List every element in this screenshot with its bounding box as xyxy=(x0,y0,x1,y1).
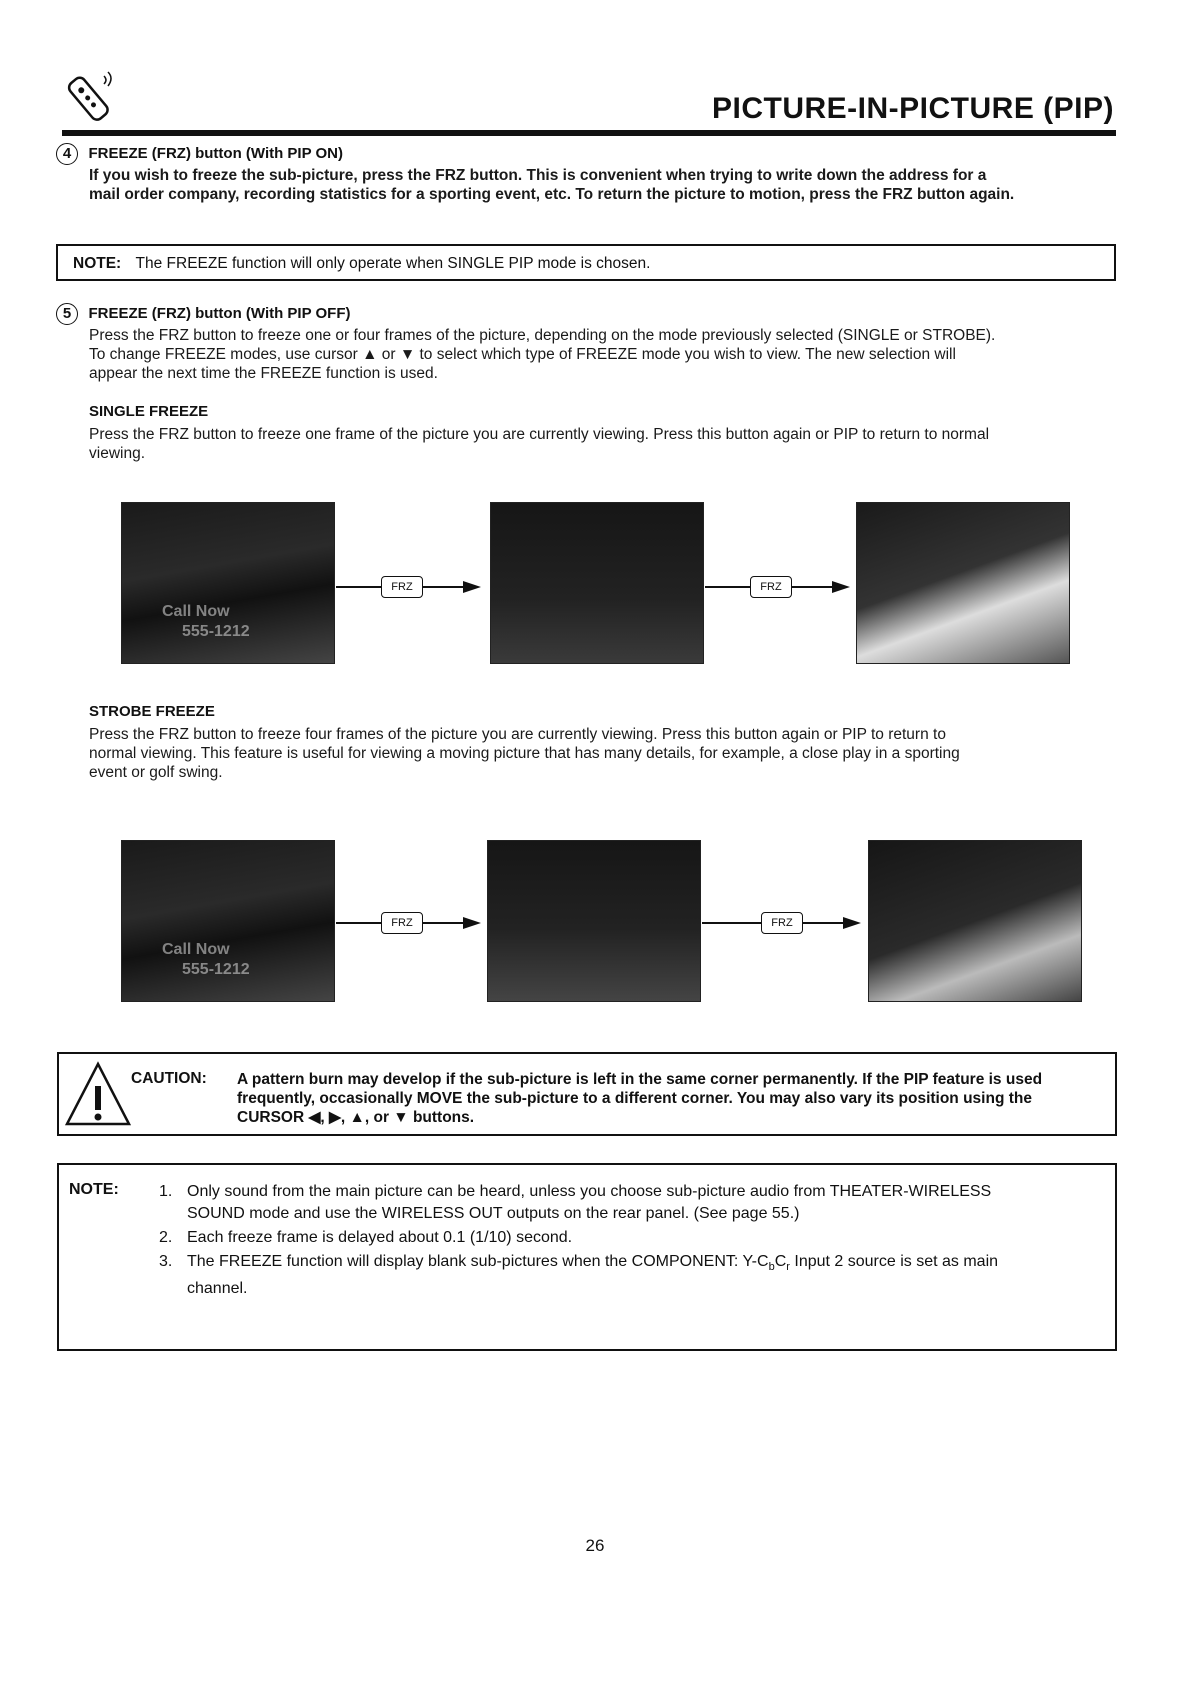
strobe-line1: Press the FRZ button to freeze four frames of the picture you are currently viewing. Press this button again or PIP to return to xyxy=(89,726,946,743)
single-line2: viewing. xyxy=(89,445,145,462)
strobe-frz-button-1: FRZ xyxy=(381,912,423,934)
section5-heading-row xyxy=(56,303,351,325)
single-screen-3-image xyxy=(857,503,1069,663)
note2-list xyxy=(159,1181,1109,1300)
note2-item-1-num: 1. xyxy=(159,1183,173,1200)
strobe-line3: event or golf swing. xyxy=(89,764,223,781)
note2-item-3-line2: channel. xyxy=(187,1280,248,1298)
caution-line2: frequently, occasionally MOVE the sub-picture to a different corner. You may also vary its position using the xyxy=(237,1090,1032,1107)
section4-heading-row xyxy=(56,143,343,165)
warning-triangle-icon xyxy=(63,1060,133,1135)
note2-item-1-line2: SOUND mode and use the WIRELESS OUT outputs on the rear panel. (See page 55.) xyxy=(187,1205,800,1222)
section4-line2: mail order company, recording statistics for a sporting event, etc. To return the picture to motion, press the FRZ button again. xyxy=(89,186,1015,203)
single-screen-1-text2: 555-1212 xyxy=(182,623,250,640)
strobe-frz-button-2: FRZ xyxy=(761,912,803,934)
note2-item-3-mid-c: C xyxy=(774,1253,787,1270)
caution-line3: CURSOR ◀, ▶, ▲, or ▼ buttons. xyxy=(237,1109,475,1126)
section4-line1: If you wish to freeze the sub-picture, press the FRZ button. This is convenient when trying to write down the address for a xyxy=(89,167,987,184)
section5-line3: appear the next time the FREEZE function is used. xyxy=(89,365,438,382)
note2-item-3-line1 xyxy=(187,1251,1109,1278)
single-screen-1-text1: Call Now xyxy=(162,603,230,620)
strobe-arrow-1a xyxy=(336,922,382,924)
strobe-screen-2-image xyxy=(488,841,700,1001)
note2-item-3 xyxy=(159,1251,1109,1300)
note2-item-3-num: 3. xyxy=(159,1253,173,1270)
strobe-arrow-2a xyxy=(702,922,762,924)
single-line1: Press the FRZ button to freeze one frame of the picture you are currently viewing. Press this button again or PIP to return to normal xyxy=(89,426,990,443)
caution-label: CAUTION: xyxy=(131,1070,207,1087)
note2-label: NOTE: xyxy=(69,1181,119,1198)
strobe-screen-1 xyxy=(121,840,335,1002)
strobe-arrowhead-2 xyxy=(843,917,861,929)
single-arrowhead-2 xyxy=(832,581,850,593)
strobe-screen-3-image xyxy=(869,841,1081,1001)
strobe-screen-3 xyxy=(868,840,1082,1002)
section4-heading: FREEZE (FRZ) button (With PIP ON) xyxy=(88,145,343,162)
single-screen-2 xyxy=(490,502,704,664)
strobe-freeze-heading: STROBE FREEZE xyxy=(89,703,215,720)
single-freeze-heading: SINGLE FREEZE xyxy=(89,403,209,420)
strobe-line2: normal viewing. This feature is useful for viewing a moving picture that has many details, for example, a close play in a sporting xyxy=(89,745,960,762)
header-rule xyxy=(62,130,1116,136)
note1-text: The FREEZE function will only operate when SINGLE PIP mode is chosen. xyxy=(135,255,651,272)
single-arrowhead-1 xyxy=(463,581,481,593)
section5-line1: Press the FRZ button to freeze one or four frames of the picture, depending on the mode previously selected (SINGLE or STROBE). xyxy=(89,327,996,344)
strobe-screen-1-text1: Call Now xyxy=(162,941,230,958)
note-box-general xyxy=(57,1163,1117,1351)
section5-number: 5 xyxy=(56,303,78,325)
strobe-arrowhead-1 xyxy=(463,917,481,929)
section4-number: 4 xyxy=(56,143,78,165)
single-arrow-2a xyxy=(705,586,751,588)
strobe-screen-1-text2: 555-1212 xyxy=(182,961,250,978)
section5-body xyxy=(89,326,1119,383)
note-box-single-pip xyxy=(56,244,1116,281)
single-screen-2-image xyxy=(491,503,703,663)
strobe-arrow-2b xyxy=(803,922,843,924)
single-arrow-1a xyxy=(336,586,382,588)
single-frz-button-1: FRZ xyxy=(381,576,423,598)
strobe-freeze-body xyxy=(89,725,1119,782)
note1-text-row xyxy=(73,255,650,273)
remote-control-icon xyxy=(60,66,120,131)
note1-label: NOTE: xyxy=(73,255,122,272)
note2-item-3-sub-b: b xyxy=(768,1261,775,1274)
note2-item-1-line1: Only sound from the main picture can be heard, unless you choose sub-picture audio from THEATER-WIRELESS xyxy=(187,1183,992,1200)
note2-item-3-sub-r: r xyxy=(786,1261,790,1274)
note2-item-2 xyxy=(159,1227,1109,1249)
note2-item-1 xyxy=(159,1181,1109,1225)
single-arrow-2b xyxy=(792,586,832,588)
strobe-arrow-1b xyxy=(423,922,463,924)
page-title: PICTURE-IN-PICTURE (PIP) xyxy=(712,92,1114,125)
caution-box xyxy=(57,1052,1117,1136)
single-screen-3 xyxy=(856,502,1070,664)
caution-body xyxy=(237,1070,1112,1127)
single-screen-1 xyxy=(121,502,335,664)
single-frz-button-2: FRZ xyxy=(750,576,792,598)
strobe-screen-2 xyxy=(487,840,701,1002)
caution-line1: A pattern burn may develop if the sub-picture is left in the same corner permanently. If the PIP feature is used xyxy=(237,1071,1043,1088)
note2-item-3-line1a: The FREEZE function will display blank sub-pictures when the COMPONENT: Y-C xyxy=(187,1253,769,1270)
note2-item-2-num: 2. xyxy=(159,1229,173,1246)
single-arrow-1b xyxy=(423,586,463,588)
section5-heading: FREEZE (FRZ) button (With PIP OFF) xyxy=(88,305,351,322)
note2-item-2-line1: Each freeze frame is delayed about 0.1 (1/10) second. xyxy=(187,1229,573,1246)
page-number: 26 xyxy=(585,1536,605,1555)
section5-line2: To change FREEZE modes, use cursor ▲ or ▼ to select which type of FREEZE mode you wish to view. The new selection will xyxy=(89,346,956,363)
section4-body xyxy=(89,166,1119,204)
single-freeze-body xyxy=(89,425,1119,463)
note2-item-3-line1b: Input 2 source is set as main xyxy=(789,1253,999,1270)
